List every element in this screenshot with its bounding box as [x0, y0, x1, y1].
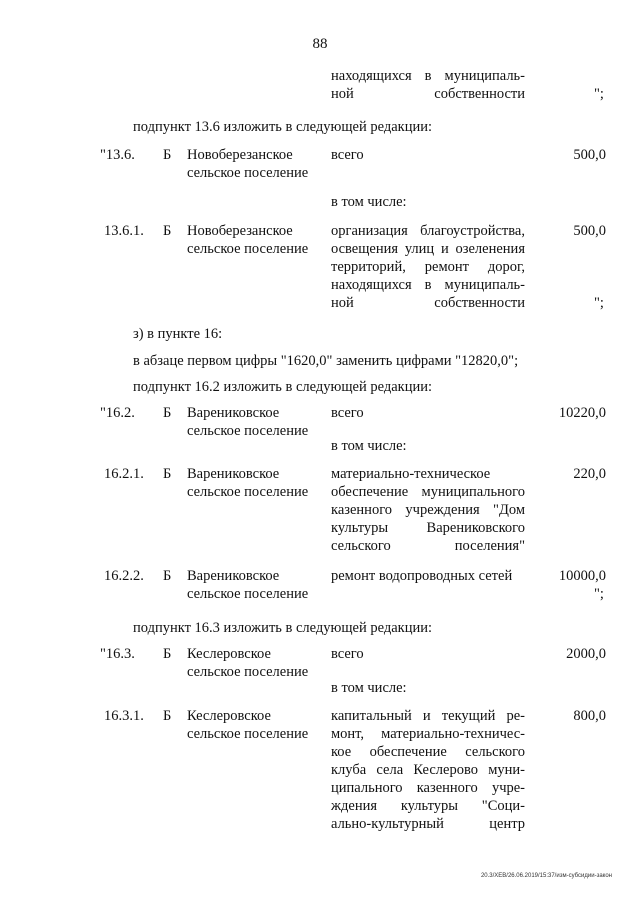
row-number: 13.6.1.: [104, 223, 144, 239]
row-description: всего: [331, 405, 364, 421]
row-name: Кеслеровское сельское поселение: [187, 708, 309, 742]
row-including: в том числе:: [331, 438, 407, 454]
row-number: 16.2.1.: [104, 466, 144, 482]
document-footer-code: 20.3/ХЕВ/26.06.2019/15:37/изм-субсидии-закон: [480, 873, 612, 879]
row-code: Б: [163, 223, 172, 239]
row-amount: 500,0: [573, 147, 606, 163]
row-number: "13.6.: [100, 147, 135, 163]
row-description: всего: [331, 147, 364, 163]
quote-end: ";: [594, 586, 604, 602]
row-description: материально-техническое обеспечение муниципального казенного учреждения "Дом культуры Варениковского сельского поселения": [331, 466, 525, 554]
row-code: Б: [163, 147, 172, 163]
row-name: Варениковское сельское поселение: [187, 568, 309, 602]
row-description: ремонт водопроводных сетей: [331, 568, 513, 584]
row-description: всего: [331, 646, 364, 662]
row-description: организация благоустройства, освещения улиц и озеленения территорий, ремонт дорог, находящихся в муниципаль- ной собственности: [331, 223, 525, 311]
paragraph-16: з) в пункте 16:: [133, 326, 223, 342]
row-number: "16.2.: [100, 405, 135, 421]
row-description-continuation: находящихся в муниципаль- ной собственности: [331, 68, 525, 102]
page-number: 88: [312, 36, 328, 52]
row-name: Кеслеровское сельское поселение: [187, 646, 309, 680]
row-amount: 10000,0: [558, 568, 606, 584]
row-number: 16.3.1.: [104, 708, 144, 724]
row-number: "16.3.: [100, 646, 135, 662]
row-amount: 2000,0: [566, 646, 606, 662]
row-code: Б: [163, 405, 172, 421]
row-name: Новоберезанское сельское поселение: [187, 147, 309, 181]
row-amount: 220,0: [573, 466, 606, 482]
paragraph-16-2: подпункт 16.2 изложить в следующей редакции:: [133, 379, 433, 395]
row-description: капитальный и текущий ре- монт, материально-техничес- кое обеспечение сельского клуба села Кеслерово муни- ципального казенного учре- ждения культуры "Соци- ально-культурный центр: [331, 708, 525, 832]
row-code: Б: [163, 466, 172, 482]
row-name: Новоберезанское сельское поселение: [187, 223, 309, 257]
row-number: 16.2.2.: [104, 568, 144, 584]
row-including: в том числе:: [331, 194, 407, 210]
quote-end: ";: [594, 86, 604, 102]
row-including: в том числе:: [331, 680, 407, 696]
row-code: Б: [163, 568, 172, 584]
row-code: Б: [163, 646, 172, 662]
paragraph-13-6: подпункт 13.6 изложить в следующей редакции:: [133, 119, 433, 135]
row-amount: 800,0: [573, 708, 606, 724]
row-amount: 500,0: [573, 223, 606, 239]
row-name: Варениковское сельское поселение: [187, 466, 309, 500]
paragraph-16-amendment: в абзаце первом цифры "1620,0" заменить цифрами "12820,0";: [133, 353, 519, 369]
row-code: Б: [163, 708, 172, 724]
row-name: Варениковское сельское поселение: [187, 405, 309, 439]
paragraph-16-3: подпункт 16.3 изложить в следующей редакции:: [133, 620, 433, 636]
row-amount: 10220,0: [558, 405, 606, 421]
quote-end: ";: [594, 295, 604, 311]
